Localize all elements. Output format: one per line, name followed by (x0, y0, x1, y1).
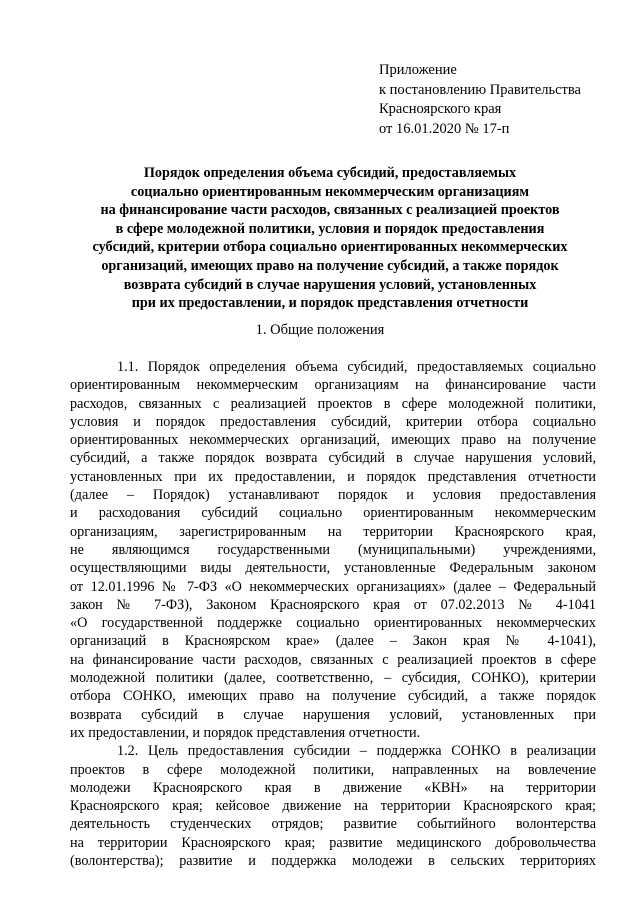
appendix-block (379, 61, 581, 139)
body-line: расходов, связанных с реализацией проектов в сфере молодежной политики, (70, 395, 596, 412)
body-line: Красноярского края; кейсовое движение на территории Красноярского края; (70, 798, 596, 815)
body-line: от 12.01.1996 № 7-ФЗ «О некоммерческих организациях» (далее – Федеральный (70, 578, 596, 595)
body-line: 1.1. Порядок определения объема субсидий, предоставляемых социально (117, 359, 596, 375)
document-title (68, 164, 592, 313)
body-line: «О государственной поддержке социально ориентированных некоммерческих (70, 615, 596, 632)
title-line: на финансирование части расходов, связанных с реализацией проектов (100, 202, 560, 219)
appendix-line: Приложение (379, 62, 457, 78)
title-line: возврата субсидий в случае нарушения условий, установленных (123, 276, 537, 293)
title-line: организаций, имеющих право на получение субсидий, а также порядок (101, 257, 559, 274)
body-line: на территории Красноярского края; развитие медицинского добровольчества (70, 834, 596, 851)
body-line: установленных при их предоставлении, и порядок представления отчетности (70, 468, 596, 485)
body-text (70, 358, 596, 870)
body-line: проектов в сфере молодежной политики, направленных на вовлечение (70, 761, 596, 778)
body-line: не являющимся государственными (муниципальными) учреждениями, (70, 541, 596, 558)
body-line: организациям, зарегистрированным на территории Красноярского края, (70, 523, 596, 540)
title-line: субсидий, критерии отбора социально ориентированных некоммерческих (92, 239, 568, 256)
body-line: отбора СОНКО, имеющих право на получение субсидий, а также порядок (70, 688, 596, 705)
body-line: 1.2. Цель предоставления субсидии – поддержка СОНКО в реализации (117, 743, 596, 760)
body-line: возврата субсидий в случае нарушения условий, установленных при (70, 706, 596, 723)
appendix-line: к постановлению Правительства (379, 81, 581, 98)
body-line: молодежи Красноярского края в движение «КВН» на территории (70, 779, 596, 796)
body-line: ориентированных некоммерческих организаций, имеющих право на получение (70, 432, 596, 449)
body-line: их предоставлении, и порядок представления отчетности. (70, 724, 421, 741)
title-line: при их предоставлении, и порядок представления отчетности (131, 295, 529, 312)
body-line: деятельность студенческих отрядов; развитие событийного волонтерства (70, 816, 596, 833)
section-heading: 1. Общие положения (255, 322, 385, 338)
body-line: (волонтерства); развитие и поддержка молодежи в сельских территориях (70, 853, 596, 870)
body-line: на финансирование части расходов, связанных с реализацией проектов в сфере (70, 651, 596, 668)
body-line: субсидий, а также порядок возврата субсидий в случае нарушения условий, (70, 450, 596, 467)
body-line: и расходования субсидий социально ориентированным некоммерческим (70, 505, 596, 522)
title-line: в сфере молодежной политики, условия и порядок предоставления (115, 220, 545, 237)
title-line: Порядок определения объема субсидий, предоставляемых (143, 165, 517, 181)
body-line: организаций в Красноярском крае» (далее – Закон края № 4-1041), (70, 633, 596, 650)
body-line: закон № 7-ФЗ), Законом Красноярского края от 07.02.2013 № 4-1041 (70, 596, 596, 613)
appendix-line: Красноярского края (379, 101, 502, 117)
title-line: социально ориентированным некоммерческим организациям (130, 183, 530, 200)
body-line: молодежной политики (далее, соответственно, – субсидия, СОНКО), критерии (70, 670, 596, 687)
body-line: условия и порядок предоставления субсидий, критерии отбора социально (70, 413, 596, 430)
body-line: ориентированным некоммерческим организациям на финансирование части (70, 377, 596, 394)
body-line: (далее – Порядок) устанавливают порядок и условия предоставления (70, 487, 596, 504)
appendix-line: от 16.01.2020 № 17-п (379, 120, 510, 137)
body-line: осуществляющими виды деятельности, установленные Федеральным законом (70, 560, 596, 577)
